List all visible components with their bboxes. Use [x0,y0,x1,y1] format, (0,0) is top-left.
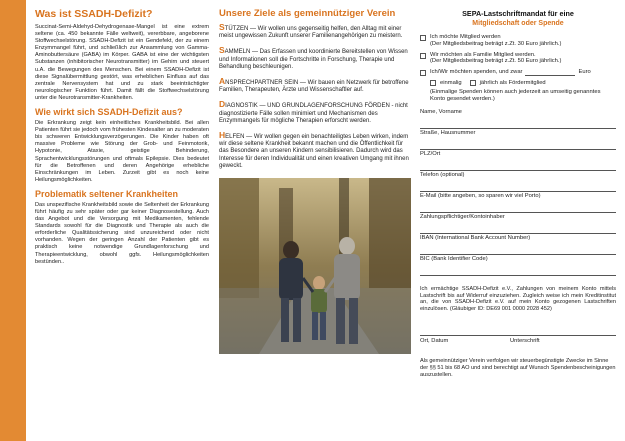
account-holder-field[interactable]: Zahlungspflichtiger/Kontoinhaber [420,213,616,234]
goal-text: — Das Erfassen und koordinierte Bereitstellen von Wissen und Informationen soll die Fortschritte in Forschung, Therapie und Behandlung beschleunigen. [219,49,408,70]
orange-side-bar [0,0,26,441]
goal-head: TÜTZEN [224,26,249,32]
bic-field[interactable]: BIC (Bank Identifier Code) [420,255,616,276]
donation-frequency [430,80,616,86]
goal-entry [219,47,411,71]
consent-text: Ich ermächtige SSADH-Defizit e.V., Zahlungen von meinem Konto mittels Lastschrift bis auf Widerruf einzuziehen. Zugleich weise ich mein Kreditinstitut an, die von SSADH-Defizit e.V. auf mein Konto gezogenen Lastschriften einzulösen. (Gläubiger ID: DE69 001 0000 2028 452) [420,285,616,313]
goal-text: — Wir wollen uns gegenseitig helfen, den Alltag mit einer meist ungewissen Zukunft unserer Familienangehörigen zu meistern. [219,26,403,40]
effects-heading: Wie wirkt sich SSADH-Defizit aus? [35,107,183,118]
option-label: Wir möchten als Familie Mitglied werden. [430,51,536,58]
option-note: (Der Mitgliedsbeitrag beträgt z.Zt. 30 Euro jährlich.) [430,40,562,47]
goal-head: AMMELN [224,49,251,56]
signature-line[interactable] [420,335,616,344]
donation-note: (Einmalige Spenden können auch jederzeit an umseitig genanntes Konto gesendet werden.) [430,89,601,102]
intro-heading: Was ist SSADH-Defizit? [35,8,153,20]
option-note: (Der Mitgliedsbeitrag beträgt z.Zt. 50 Euro jährlich.) [430,58,562,65]
email-field[interactable]: E-Mail (bitte angeben, so sparen wir viel Porto) [420,192,616,213]
info-column [35,8,209,266]
goal-head: ELFEN [225,134,245,141]
option-label: Ich möchte Mitglied werden [430,34,501,40]
goal-head: IAGNOSTIK — UND GRUNDLAGENFORSCHUNG FÖRDEN [225,103,390,110]
goal-initial: S [219,22,225,32]
sepa-title: SEPA-Lastschriftmandat für eine [462,9,574,18]
goal-initial: D [219,99,226,110]
street-field[interactable]: Straße, Hausnummer [420,129,616,150]
option-member [420,34,616,48]
goal-entry [219,78,411,94]
donation-label: Ich/Wir möchten spenden, und zwar [430,69,523,76]
goal-entry [219,132,411,170]
once-label: einmalig [440,80,462,87]
name-field[interactable]: Name, Vorname [420,108,616,129]
goal-text: — Wir bauen ein Netzwerk für betroffene Familien, Therapeuten, Ärzte und Wissenschaftler auf. [219,80,409,94]
problems-text: Das unspezifische Krankheitsbild sowie die Seltenheit der Erkrankung führt häufig zu sehr später oder gar keiner Diagnosestellung. Auch das Angebot und die Versorgung mit Medikamenten, fehlende Standards sowohl für die Diagnostik und Therapie als auch die erforderliche Qualitätssicherung sind unzureichend oder nicht vorhanden. Wegen der geringen Anzahl der Patienten gibt es praktisch keine notwendige Grundlagenforschung und Therapieentwicklung, obwohl ggfs. Heilungsmöglichkeiten bestünden.. [35,201,209,265]
goal-initial: A [219,76,226,87]
goals-heading: Unsere Ziele als gemeinnütziger Verein [219,8,396,19]
zip-city-field[interactable]: PLZ/Ort [420,150,616,171]
yearly-label: jährlich als Fördermitglied [479,80,546,87]
problems-heading: Problematik seltener Krankheiten [35,188,179,199]
sepa-subtitle: Mitgliedschaft oder Spende [472,20,564,27]
family-photo-illustration [219,178,411,354]
phone-field[interactable]: Telefon (optional) [420,171,616,192]
option-donation [420,69,616,76]
tax-note: Als gemeinnütziger Verein verfolgen wir steuerbegünstigte Zwecke im Sinne der §§ 51 bis 68 AO und sind berechtigt auf Wunsch Spendenbescheinigungen auszustellen. [420,357,616,378]
goal-text: — Wir wollen gegen ein benachteiligtes Leben wirken, indem wir diese seltene Krankheit bekannt machen und die Öffentlichkeit für das Besondere an unseren Kindern sensibilisieren. Dadurch wird das Interesse für deren Individualität und einen kreativen Umgang mit ihnen geweckt. [219,134,409,169]
intro-text: Succinat-Semi-Aldehyd-Dehydrogenase-Mangel ist eine extrem seltene (ca. 450 bekannte Fälle weltweit), vererbbare, angeborene Stoffwechselstörung. SSADH-Defizit ist ein Gendefekt, der zu einem Enzymmangel führt, und schließlich zur Ansammlung von Gamma-Aminobuttersäure (GABA) im Körper. GABA ist eine der wichtigsten Substanzen (inhibitorischer Neurotransmitter) im Gehirn und steuert u.A. die Bewegungen des Menschen. Bei einem SSADH-Defizit ist diese Signalübermittlung gestört, was erheblichen Einfluss auf das zentrale Nervensystem hat und zu stark beeinträchtigter neurologischer Funktion führt. Damit fällt die Stoffwechselstörung unter die Neurotransmitter-Krankheiten. [35,24,209,101]
iban-field[interactable]: IBAN (International Bank Account Number) [420,234,616,255]
goal-initial: S [219,45,225,56]
yearly-checkbox[interactable] [470,80,476,86]
goals-column [219,8,411,354]
effects-text: Die Erkrankung zeigt kein einheitliches Krankheitsbild. Bei allen Patienten führt sie jedoch vom frühesten Kindesalter an zu moderaten bis schweren Entwicklungsverzögerungen. Die Kinder haben oft massive Probleme wie Störung der Grob- und Feinmotorik, Hypotonie, Ataxie, geistige Behinderung, Sprachentwicklungsstörungen und oftmals Epilepsie. Dies bedeutet für die Betroffenen und deren Angehörige erhebliche Einschränkungen im Leben. Zurzeit gibt es noch keine Heilungsmöglichkeiten. [35,120,209,183]
donation-checkbox[interactable] [420,70,426,76]
family-checkbox[interactable] [420,53,426,59]
option-family [420,52,616,66]
sepa-form [420,8,616,378]
goal-text: - nicht diagnostizierte Fälle sollen minimiert und Mechanismen des Enzymmangels für mögliche Therapien erforscht werden. [219,103,408,124]
donation-amount-field[interactable] [525,70,575,76]
once-checkbox[interactable] [430,80,436,86]
member-checkbox[interactable] [420,35,426,41]
place-date-label: Ort, Datum [420,337,449,344]
goal-head: NSPRECHPARTNER SEIN [225,80,299,87]
goal-initial: H [219,130,226,141]
donation-unit: Euro [578,69,591,76]
signature-label: Unterschrift [510,337,540,344]
goal-entry [219,24,411,40]
family-photo [219,178,411,354]
goal-entry [219,101,411,125]
